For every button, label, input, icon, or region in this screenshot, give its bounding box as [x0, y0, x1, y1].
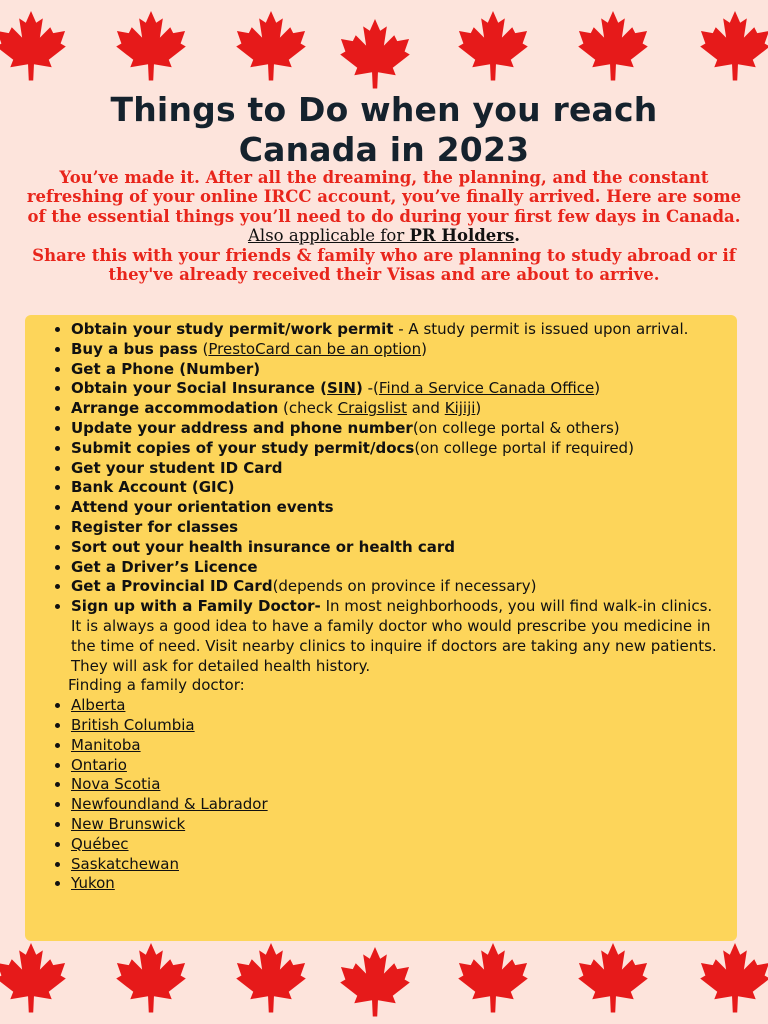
- checklist: [25, 320, 719, 894]
- maple-leaf-icon: [698, 940, 768, 1014]
- also-applicable-link[interactable]: Also applicable for PR Holders: [248, 226, 515, 246]
- maple-leaf-icon: [0, 8, 68, 82]
- province-link-nova-scotia[interactable]: Nova Scotia: [71, 775, 161, 794]
- province-link-alberta[interactable]: Alberta: [71, 696, 126, 715]
- list-item: • Sign up with a Family Doctor- In most neighborhoods, you will find walk-in clinics. It is always a good idea to have a family doctor who would prescribe you medicine in the time of need. Visit nearby clinics to inquire if doctors are taking any new patients. They will ask for detailed health history.: [71, 597, 719, 676]
- share-text: Share this with your friends & family who are planning to study abroad or if they've already received their Visas and are about to arrive.: [32, 245, 736, 285]
- province-item: [71, 775, 719, 795]
- province-item: [71, 855, 719, 875]
- checklist-card: [25, 315, 737, 941]
- province-item: [71, 716, 719, 736]
- province-link-ontario[interactable]: Ontario: [71, 755, 127, 774]
- province-item: [71, 795, 719, 815]
- maple-leaf-icon: [0, 940, 68, 1014]
- province-link-saskatchewan[interactable]: Saskatchewan: [71, 854, 179, 873]
- list-item: • Register for classes: [71, 518, 719, 538]
- list-item: • Buy a bus pass (PrestoCard can be an option): [71, 340, 719, 360]
- list-item: • Get a Driver’s Licence: [71, 558, 719, 578]
- province-item: [71, 696, 719, 716]
- list-item: • Submit copies of your study permit/docs(on college portal if required): [71, 439, 719, 459]
- kijiji-link[interactable]: Kijiji: [444, 399, 476, 418]
- province-item: [71, 835, 719, 855]
- craigslist-link[interactable]: Craigslist: [337, 399, 407, 418]
- sin-link[interactable]: SIN: [327, 379, 356, 398]
- finding-doctor-label: Finding a family doctor:: [68, 676, 245, 695]
- maple-leaf-icon: [576, 940, 650, 1014]
- list-item: • Get a Phone (Number): [71, 360, 719, 380]
- maple-leaf-icon: [456, 8, 530, 82]
- maple-leaf-icon: [114, 940, 188, 1014]
- maple-leaf-icon: [338, 16, 412, 90]
- maple-leaf-icon: [338, 944, 412, 1018]
- maple-leaf-icon: [698, 8, 768, 82]
- intro-paragraph: You’ve made it. After all the dreaming, the planning, and the constant refreshing of your online IRCC account, you’ve finally arrived. Here are some of the essential things you’ll need to do during your first few days in Canada. Also applicable for PR Holders. Share this with your friends & family who are planning to study abroad or if they've already received their Visas and are about to arrive.: [26, 168, 742, 285]
- list-item: • Obtain your Social Insurance (SIN) -(Find a Service Canada Office): [71, 379, 719, 399]
- list-item: • Bank Account (GIC): [71, 478, 719, 498]
- list-item: • Get your student ID Card: [71, 459, 719, 479]
- province-link-newfoundland-labrador[interactable]: Newfoundland & Labrador: [71, 795, 268, 814]
- province-item: [71, 756, 719, 776]
- maple-leaf-icon: [234, 940, 308, 1014]
- service-canada-link[interactable]: Find a Service Canada Office: [378, 379, 595, 398]
- maple-leaf-icon: [576, 8, 650, 82]
- page-title: [0, 90, 768, 170]
- province-item: [71, 815, 719, 835]
- bottom-maple-leaf-border: [0, 940, 768, 1020]
- list-item: • Attend your orientation events: [71, 498, 719, 518]
- list-item: • Sort out your health insurance or health card: [71, 538, 719, 558]
- list-item: • Obtain your study permit/work permit - A study permit is issued upon arrival.: [71, 320, 719, 340]
- pr-holders-text: PR Holders: [409, 226, 515, 246]
- title-line-1: Things to Do when you reach: [110, 90, 658, 129]
- province-item: [71, 736, 719, 756]
- province-link-manitoba[interactable]: Manitoba: [71, 735, 141, 754]
- province-link-yukon[interactable]: Yukon: [71, 874, 115, 893]
- maple-leaf-icon: [456, 940, 530, 1014]
- province-link-new-brunswick[interactable]: New Brunswick: [71, 814, 186, 833]
- list-item: • Update your address and phone number(on college portal & others): [71, 419, 719, 439]
- list-item: • Get a Provincial ID Card(depends on province if necessary): [71, 577, 719, 597]
- title-line-2: Canada in 2023: [238, 130, 530, 169]
- province-link-british-columbia[interactable]: British Columbia: [71, 715, 195, 734]
- intro-text: You’ve made it. After all the dreaming, the planning, and the constant refreshing of your online IRCC account, you’ve finally arrived. Here are some of the essential things you’ll need to do during your first few days in Canada.: [26, 168, 742, 226]
- maple-leaf-icon: [234, 8, 308, 82]
- list-item: • Arrange accommodation (check Craigslist and Kijiji): [71, 399, 719, 419]
- province-item: [71, 874, 719, 894]
- maple-leaf-icon: [114, 8, 188, 82]
- province-link-quebec[interactable]: Québec: [71, 834, 129, 853]
- top-maple-leaf-border: [0, 8, 768, 88]
- prestocard-link[interactable]: PrestoCard can be an option: [208, 339, 422, 358]
